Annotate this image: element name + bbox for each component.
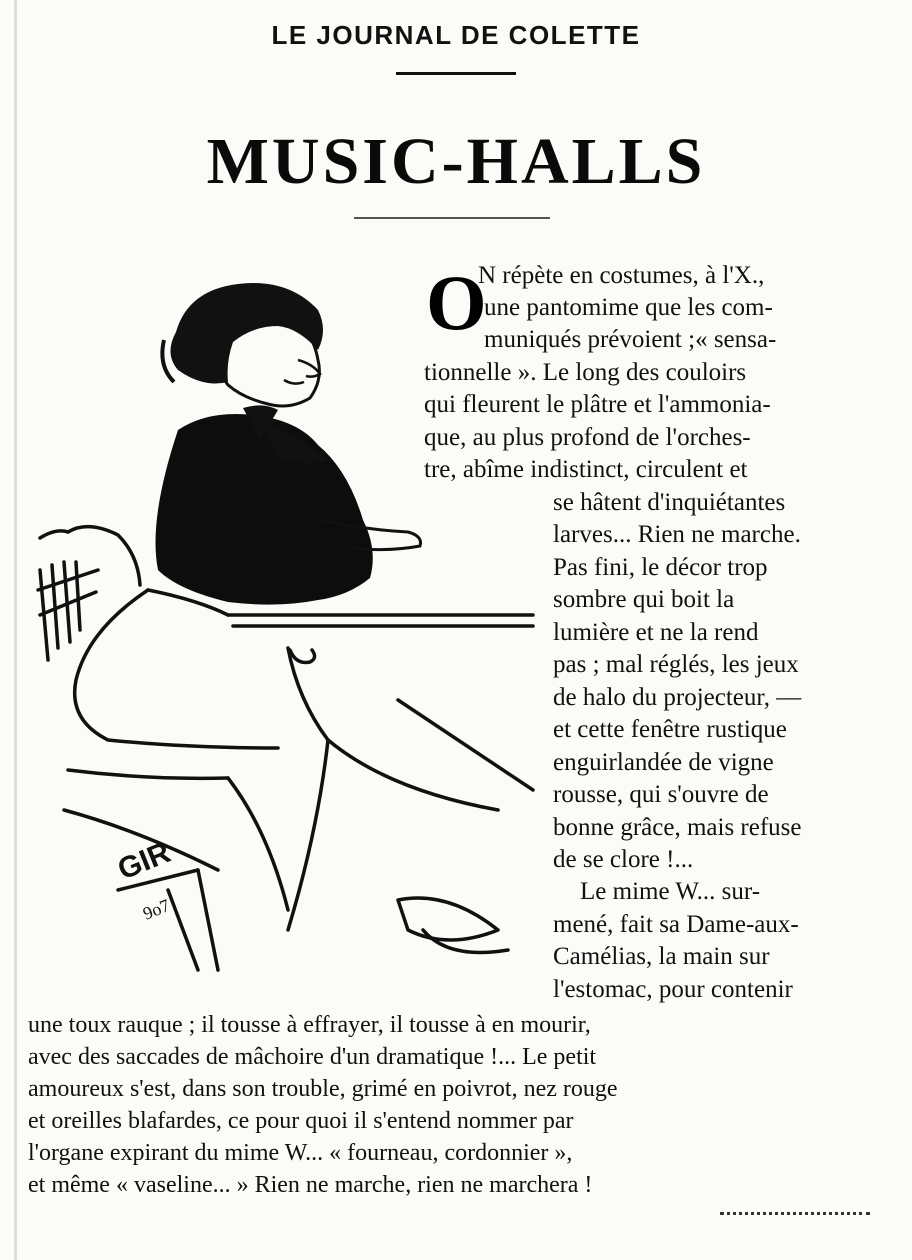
text-line: et cette fenêtre rustique	[553, 716, 787, 743]
text-line: l'organe expirant du mime W... « fourneau, cordonnier »,	[28, 1140, 573, 1166]
text-line: pas ; mal réglés, les jeux	[553, 651, 799, 678]
text-line: Camélias, la main sur	[553, 943, 770, 970]
text-line: une toux rauque ; il tousse à effrayer, il tousse à en mourir,	[28, 1012, 591, 1038]
text-line: de se clore !...	[553, 846, 694, 873]
text-line: que, au plus profond de l'orches-	[424, 424, 751, 451]
text-line: avec des saccades de mâchoire d'un dramatique !... Le petit	[28, 1044, 597, 1070]
text-line: mené, fait sa Dame-aux-	[553, 911, 799, 938]
text-line: l'estomac, pour contenir	[553, 976, 793, 1003]
text-line: enguirlandée de vigne	[553, 749, 774, 776]
text-line: sombre qui boit la	[553, 586, 735, 613]
text-line: N répète en costumes, à l'X.,	[478, 262, 765, 289]
text-line: et même « vaseline... » Rien ne marche, rien ne marchera !	[28, 1172, 593, 1198]
text-line: de halo du projecteur, —	[553, 684, 802, 711]
text-line: muniqués prévoient ;« sensa-	[484, 326, 777, 353]
text-line: une pantomime que les com-	[484, 294, 773, 321]
text-line: lumière et ne la rend	[553, 619, 759, 646]
text-line: tionnelle ». Le long des couloirs	[424, 359, 747, 386]
drop-cap: O	[426, 259, 487, 346]
text-line: qui fleurent le plâtre et l'ammonia-	[424, 391, 771, 418]
article-title: MUSIC-HALLS	[206, 125, 706, 198]
text-line: larves... Rien ne marche.	[553, 521, 801, 548]
text-line: Pas fini, le décor trop	[553, 554, 768, 581]
artist-year: 9o7	[140, 895, 173, 924]
title-rule	[354, 217, 550, 219]
text-line: tre, abîme indistinct, circulent et	[424, 456, 748, 483]
text-line: se hâtent d'inquiétantes	[553, 489, 786, 516]
artist-signature: GIR	[113, 835, 176, 887]
cut-off-text-fragment	[720, 1212, 870, 1219]
text-line: rousse, qui s'ouvre de	[553, 781, 769, 808]
journal-header: LE JOURNAL DE COLETTE	[271, 20, 641, 50]
text-line: bonne grâce, mais refuse	[553, 814, 802, 841]
text-line: Le mime W... sur-	[580, 878, 761, 905]
text-line: et oreilles blafardes, ce pour quoi il s'entend nommer par	[28, 1108, 574, 1134]
header-rule	[396, 72, 516, 75]
text-line: amoureux s'est, dans son trouble, grimé en poivrot, nez rouge	[28, 1076, 618, 1102]
